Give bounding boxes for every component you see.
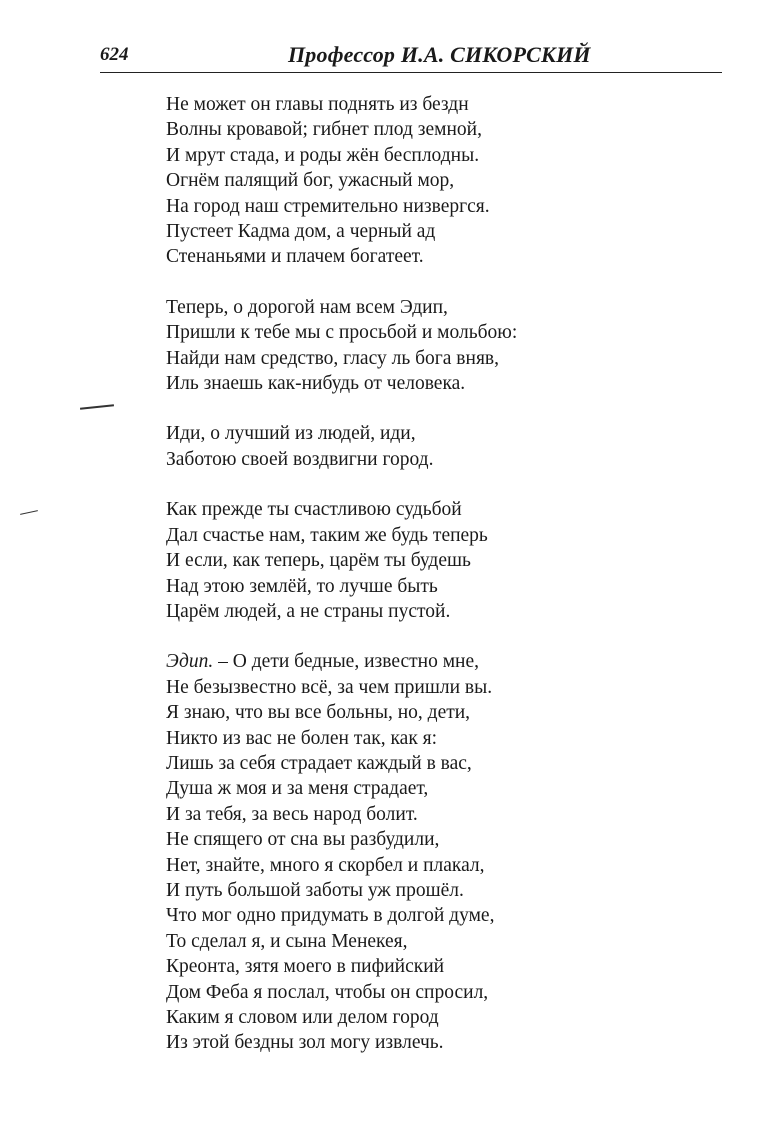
verse-line: Лишь за себя страдает каждый в вас, xyxy=(166,752,472,774)
verse-line: Иль знаешь как-нибудь от человека. xyxy=(166,373,466,395)
verse-line: Я знаю, что вы все больны, но, дети, xyxy=(166,702,471,724)
verse-line: То сделал я, и сына Менекея, xyxy=(166,930,408,952)
page-number: 624 xyxy=(100,44,129,65)
speaker-line-text: – О дети бедные, известно мне, xyxy=(213,651,480,673)
stanza-4 xyxy=(166,497,706,624)
header-title: Профессор И.А. СИКОРСКИЙ xyxy=(288,42,591,67)
verse-line: На город наш стремительно низвергся. xyxy=(166,195,490,217)
verse-line: И если, как теперь, царём ты будешь xyxy=(166,550,471,572)
verse-line: И за тебя, за весь народ болит. xyxy=(166,803,418,825)
verse-line: Душа ж моя и за меня страдает, xyxy=(166,778,429,800)
stanza-1 xyxy=(166,92,706,270)
verse-line: Не безызвестно всё, за чем пришли вы. xyxy=(166,676,493,698)
verse-line: Иди, о лучший из людей, иди, xyxy=(166,423,416,445)
verse-line: Из этой бездны зол могу извлечь. xyxy=(166,1032,444,1054)
verse-line: Не может он главы поднять из бездн xyxy=(166,94,469,115)
verse-line: Не спящего от сна вы разбудили, xyxy=(166,829,440,851)
verse-line: Каким я словом или делом город xyxy=(166,1007,439,1028)
stanza-5 xyxy=(166,649,706,1056)
margin-mark xyxy=(20,510,38,515)
running-head xyxy=(100,42,722,73)
verse-line: Дал счастье нам, таким же будь теперь xyxy=(166,524,488,546)
verse-line: Заботою своей воздвигни город. xyxy=(166,448,434,470)
verse-line: Волны кровавой; гибнет плод земной, xyxy=(166,119,482,141)
stanza-3 xyxy=(166,421,706,472)
verse-line: Пустеет Кадма дом, а черный ад xyxy=(166,221,436,243)
verse-line: И путь большой заботы уж прошёл. xyxy=(166,879,464,901)
verse-line: Креонта, зятя моего в пифийский xyxy=(166,956,445,978)
speaker-name: Эдип. xyxy=(166,651,214,673)
verse-line: Нет, знайте, много я скорбел и плакал, xyxy=(166,854,485,876)
verse-line: Пришли к тебе мы с просьбой и мольбою: xyxy=(166,322,518,344)
verse-line: Теперь, о дорогой нам всем Эдип, xyxy=(166,296,448,318)
verse-line: Никто из вас не болен так, как я: xyxy=(166,727,438,749)
verse-line: Над этою землёй, то лучше быть xyxy=(166,575,438,597)
verse-line: И мрут стада, и роды жён бесплодны. xyxy=(166,144,480,166)
verse-line-with-speaker xyxy=(166,649,706,674)
verse-line: Дом Феба я послал, чтобы он спросил, xyxy=(166,981,489,1003)
verse-line: Огнём палящий бог, ужасный мор, xyxy=(166,170,455,192)
margin-mark xyxy=(80,404,114,410)
poem-text xyxy=(166,92,706,1056)
verse-line: Как прежде ты счастливою судьбой xyxy=(166,499,462,521)
verse-line: Царём людей, а не страны пустой. xyxy=(166,600,451,622)
verse-line: Найди нам средство, гласу ль бога вняв, xyxy=(166,347,499,369)
verse-line: Что мог одно придумать в долгой думе, xyxy=(166,905,495,927)
verse-line: Стенаньями и плачем богатеет. xyxy=(166,246,424,268)
stanza-2 xyxy=(166,295,706,397)
